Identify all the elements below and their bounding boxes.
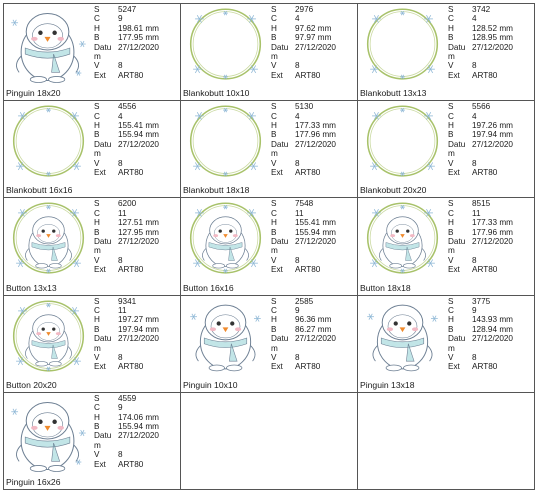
- width-label: B: [448, 130, 454, 140]
- version-label: V: [94, 450, 100, 460]
- stitches-value: 5566: [472, 102, 491, 112]
- stitches-value: 2585: [295, 296, 314, 306]
- date-label: Datu: [448, 237, 466, 246]
- width-label: B: [448, 324, 454, 334]
- height-value: 155.41 mm: [118, 121, 159, 130]
- extension-value: ART80: [472, 168, 498, 178]
- height-value: 177.33 mm: [472, 218, 513, 228]
- colors-label: C: [94, 208, 100, 218]
- colors-label: C: [271, 111, 277, 121]
- blank-button-thumbnail[interactable]: [182, 5, 269, 85]
- design-info: [448, 5, 534, 80]
- extension-label: Ext: [271, 362, 283, 372]
- extension-value: ART80: [118, 362, 144, 372]
- date-label: Datu: [94, 139, 112, 149]
- height-label: H: [448, 315, 454, 325]
- stitches-label: S: [448, 199, 454, 209]
- design-info: [94, 102, 180, 177]
- colors-value: 9: [118, 403, 123, 413]
- date-label: Datu: [448, 42, 466, 52]
- extension-label: Ext: [271, 168, 283, 178]
- colors-label: C: [94, 111, 100, 121]
- stitches-label: S: [271, 5, 277, 14]
- date-value: 27/12/2020: [118, 334, 159, 344]
- width-label: B: [94, 33, 100, 43]
- version-label: V: [94, 61, 100, 71]
- width-value: 128.94 mm: [472, 324, 513, 334]
- extension-value: ART80: [472, 362, 498, 372]
- design-tile[interactable]: [4, 101, 181, 198]
- date-label-wrap: m: [448, 246, 455, 256]
- extension-value: ART80: [118, 70, 144, 80]
- width-value: 127.95 mm: [118, 227, 159, 237]
- date-value: 27/12/2020: [472, 334, 513, 344]
- design-info: [94, 297, 180, 372]
- design-catalog-grid: [3, 3, 535, 490]
- date-label-wrap: m: [94, 246, 101, 256]
- version-label: V: [448, 158, 454, 168]
- version-value: 8: [118, 255, 123, 265]
- colors-label: C: [94, 14, 100, 24]
- button-thumbnail[interactable]: [5, 297, 92, 377]
- colors-value: 4: [118, 111, 123, 121]
- design-info: [271, 102, 357, 177]
- height-label: H: [448, 121, 454, 130]
- width-label: B: [271, 33, 277, 43]
- height-value: 198.61 mm: [118, 23, 159, 33]
- design-name: Pinguin 18x20: [6, 88, 61, 99]
- stitches-value: 5130: [295, 102, 314, 112]
- height-value: 155.41 mm: [295, 218, 336, 228]
- extension-value: ART80: [472, 265, 498, 275]
- width-value: 97.97 mm: [295, 33, 332, 43]
- design-info: [448, 297, 534, 372]
- date-value: 27/12/2020: [295, 334, 336, 344]
- design-info: [448, 102, 534, 177]
- date-label-wrap: m: [448, 149, 455, 159]
- design-name: Pinguin 13x18: [360, 379, 415, 390]
- version-value: 8: [295, 61, 300, 71]
- date-label-wrap: m: [271, 246, 278, 256]
- extension-value: ART80: [118, 265, 144, 275]
- extension-label: Ext: [448, 265, 460, 275]
- width-label: B: [271, 227, 277, 237]
- date-value: 27/12/2020: [472, 139, 513, 149]
- date-label: Datu: [271, 139, 289, 149]
- width-label: B: [271, 324, 277, 334]
- extension-label: Ext: [448, 70, 460, 80]
- height-label: H: [94, 412, 100, 422]
- height-label: H: [94, 23, 100, 33]
- version-label: V: [271, 353, 277, 362]
- extension-value: ART80: [295, 362, 321, 372]
- colors-value: 11: [118, 305, 127, 315]
- extension-value: ART80: [118, 459, 144, 469]
- date-value: 27/12/2020: [472, 42, 513, 52]
- design-name: Button 16x16: [183, 282, 234, 293]
- design-name: Pinguin 16x26: [6, 476, 61, 487]
- design-name: Blankobutt 20x20: [360, 185, 427, 196]
- extension-label: Ext: [448, 362, 460, 372]
- version-value: 8: [295, 158, 300, 168]
- height-label: H: [271, 218, 277, 228]
- version-label: V: [448, 61, 454, 71]
- colors-label: C: [94, 305, 100, 315]
- extension-value: ART80: [295, 265, 321, 275]
- button-thumbnail[interactable]: [5, 199, 92, 279]
- colors-value: 9: [295, 305, 300, 315]
- design-name: Button 20x20: [6, 379, 57, 390]
- stitches-value: 2976: [295, 5, 314, 14]
- date-value: 27/12/2020: [295, 237, 336, 246]
- penguin-thumbnail[interactable]: [359, 297, 446, 377]
- stitches-value: 9341: [118, 296, 137, 306]
- height-value: 96.36 mm: [295, 315, 332, 325]
- blank-button-thumbnail[interactable]: [359, 5, 446, 85]
- height-value: 197.26 mm: [472, 121, 513, 130]
- height-value: 127.51 mm: [118, 218, 159, 228]
- design-tile[interactable]: [4, 296, 181, 393]
- design-name: Button 13x13: [6, 282, 57, 293]
- design-name: Blankobutt 13x13: [360, 88, 427, 99]
- stitches-value: 7548: [295, 199, 314, 209]
- date-value: 27/12/2020: [118, 139, 159, 149]
- width-value: 197.94 mm: [118, 324, 159, 334]
- penguin-thumbnail[interactable]: [5, 394, 92, 474]
- version-value: 8: [472, 353, 477, 362]
- version-value: 8: [295, 255, 300, 265]
- design-name: Blankobutt 16x16: [6, 185, 73, 196]
- width-label: B: [271, 130, 277, 140]
- date-label-wrap: m: [271, 52, 278, 62]
- button-thumbnail[interactable]: [182, 199, 269, 279]
- stitches-label: S: [94, 199, 100, 209]
- colors-label: C: [448, 208, 454, 218]
- extension-value: ART80: [118, 168, 144, 178]
- version-label: V: [448, 353, 454, 362]
- colors-value: 4: [472, 111, 477, 121]
- version-value: 8: [472, 255, 477, 265]
- stitches-value: 5247: [118, 5, 137, 14]
- height-label: H: [448, 218, 454, 228]
- width-value: 128.95 mm: [472, 33, 513, 43]
- height-value: 128.52 mm: [472, 23, 513, 33]
- date-label: Datu: [271, 237, 289, 246]
- height-value: 174.06 mm: [118, 412, 159, 422]
- design-name: Pinguin 10x10: [183, 379, 238, 390]
- extension-label: Ext: [94, 70, 106, 80]
- stitches-value: 3742: [472, 5, 491, 14]
- design-info: [271, 297, 357, 372]
- date-label: Datu: [448, 334, 466, 344]
- width-label: B: [94, 324, 100, 334]
- stitches-value: 3775: [472, 296, 491, 306]
- width-value: 86.27 mm: [295, 324, 332, 334]
- design-tile[interactable]: [358, 4, 535, 101]
- colors-label: C: [271, 305, 277, 315]
- height-label: H: [271, 315, 277, 325]
- empty-tile: [181, 393, 358, 490]
- colors-label: C: [271, 208, 277, 218]
- date-label-wrap: m: [448, 52, 455, 62]
- colors-label: C: [271, 14, 277, 24]
- width-value: 177.96 mm: [295, 130, 336, 140]
- height-value: 197.27 mm: [118, 315, 159, 325]
- design-tile[interactable]: [358, 101, 535, 198]
- height-label: H: [94, 315, 100, 325]
- design-name: Blankobutt 10x10: [183, 88, 250, 99]
- width-label: B: [94, 421, 100, 431]
- penguin-thumbnail[interactable]: [182, 297, 269, 377]
- width-value: 197.94 mm: [472, 130, 513, 140]
- width-value: 155.94 mm: [295, 227, 336, 237]
- height-label: H: [448, 23, 454, 33]
- stitches-value: 6200: [118, 199, 137, 209]
- colors-value: 11: [118, 208, 127, 218]
- stitches-label: S: [94, 102, 100, 112]
- version-value: 8: [472, 61, 477, 71]
- extension-value: ART80: [472, 70, 498, 80]
- stitches-label: S: [94, 393, 100, 403]
- design-tile[interactable]: [181, 198, 358, 295]
- colors-value: 9: [118, 14, 123, 24]
- colors-label: C: [94, 403, 100, 413]
- colors-value: 4: [295, 111, 300, 121]
- date-label-wrap: m: [94, 440, 101, 450]
- design-tile[interactable]: [358, 198, 535, 295]
- version-label: V: [94, 255, 100, 265]
- height-label: H: [271, 23, 277, 33]
- penguin-thumbnail[interactable]: [5, 5, 92, 85]
- version-label: V: [94, 353, 100, 362]
- colors-value: 4: [472, 14, 477, 24]
- date-label: Datu: [94, 237, 112, 246]
- blank-button-thumbnail[interactable]: [359, 102, 446, 182]
- design-tile[interactable]: [4, 4, 181, 101]
- colors-label: C: [448, 305, 454, 315]
- colors-value: 9: [472, 305, 477, 315]
- date-label-wrap: m: [271, 343, 278, 353]
- width-label: B: [94, 227, 100, 237]
- version-value: 8: [118, 450, 123, 460]
- width-value: 155.94 mm: [118, 130, 159, 140]
- extension-value: ART80: [295, 70, 321, 80]
- blank-button-thumbnail[interactable]: [5, 102, 92, 182]
- date-label: Datu: [448, 139, 466, 149]
- stitches-label: S: [94, 5, 100, 14]
- design-info: [271, 199, 357, 274]
- colors-value: 11: [295, 208, 304, 218]
- colors-label: C: [448, 111, 454, 121]
- version-value: 8: [472, 158, 477, 168]
- stitches-value: 4556: [118, 102, 137, 112]
- version-value: 8: [295, 353, 300, 362]
- stitches-value: 4559: [118, 393, 137, 403]
- date-label: Datu: [94, 431, 112, 441]
- width-value: 177.95 mm: [118, 33, 159, 43]
- version-label: V: [271, 158, 277, 168]
- date-label: Datu: [271, 42, 289, 52]
- empty-tile: [358, 393, 535, 490]
- design-info: [94, 199, 180, 274]
- height-value: 97.62 mm: [295, 23, 332, 33]
- stitches-label: S: [271, 296, 277, 306]
- date-label-wrap: m: [94, 343, 101, 353]
- design-tile[interactable]: [4, 198, 181, 295]
- date-label: Datu: [94, 334, 112, 344]
- height-value: 143.93 mm: [472, 315, 513, 325]
- version-value: 8: [118, 353, 123, 362]
- height-value: 177.33 mm: [295, 121, 336, 130]
- extension-label: Ext: [271, 265, 283, 275]
- date-value: 27/12/2020: [118, 42, 159, 52]
- date-value: 27/12/2020: [118, 431, 159, 441]
- height-label: H: [94, 121, 100, 130]
- date-label-wrap: m: [94, 149, 101, 159]
- design-info: [448, 199, 534, 274]
- date-label-wrap: m: [448, 343, 455, 353]
- colors-value: 4: [295, 14, 300, 24]
- colors-label: C: [448, 14, 454, 24]
- extension-value: ART80: [295, 168, 321, 178]
- date-label: Datu: [94, 42, 112, 52]
- extension-label: Ext: [94, 265, 106, 275]
- blank-button-thumbnail[interactable]: [182, 102, 269, 182]
- width-label: B: [94, 130, 100, 140]
- design-tile[interactable]: [4, 393, 181, 490]
- stitches-label: S: [448, 296, 454, 306]
- design-tile[interactable]: [358, 296, 535, 393]
- design-info: [271, 5, 357, 80]
- extension-label: Ext: [94, 168, 106, 178]
- design-name: Button 18x18: [360, 282, 411, 293]
- stitches-label: S: [448, 5, 454, 14]
- date-value: 27/12/2020: [295, 139, 336, 149]
- width-value: 177.96 mm: [472, 227, 513, 237]
- version-label: V: [94, 158, 100, 168]
- date-label-wrap: m: [271, 149, 278, 159]
- button-thumbnail[interactable]: [359, 199, 446, 279]
- width-label: B: [448, 33, 454, 43]
- design-tile[interactable]: [181, 101, 358, 198]
- date-value: 27/12/2020: [295, 42, 336, 52]
- stitches-label: S: [94, 296, 100, 306]
- height-label: H: [271, 121, 277, 130]
- height-label: H: [94, 218, 100, 228]
- stitches-label: S: [271, 102, 277, 112]
- extension-label: Ext: [271, 70, 283, 80]
- design-info: [94, 394, 180, 469]
- extension-label: Ext: [448, 168, 460, 178]
- width-value: 155.94 mm: [118, 421, 159, 431]
- date-label-wrap: m: [94, 52, 101, 62]
- extension-label: Ext: [94, 362, 106, 372]
- stitches-value: 8515: [472, 199, 491, 209]
- date-value: 27/12/2020: [118, 237, 159, 246]
- design-tile[interactable]: [181, 4, 358, 101]
- version-label: V: [271, 61, 277, 71]
- date-label: Datu: [271, 334, 289, 344]
- version-label: V: [271, 255, 277, 265]
- design-tile[interactable]: [181, 296, 358, 393]
- design-name: Blankobutt 18x18: [183, 185, 250, 196]
- date-value: 27/12/2020: [472, 237, 513, 246]
- stitches-label: S: [271, 199, 277, 209]
- version-value: 8: [118, 158, 123, 168]
- design-info: [94, 5, 180, 80]
- colors-value: 11: [472, 208, 481, 218]
- extension-label: Ext: [94, 459, 106, 469]
- width-label: B: [448, 227, 454, 237]
- stitches-label: S: [448, 102, 454, 112]
- version-label: V: [448, 255, 454, 265]
- version-value: 8: [118, 61, 123, 71]
